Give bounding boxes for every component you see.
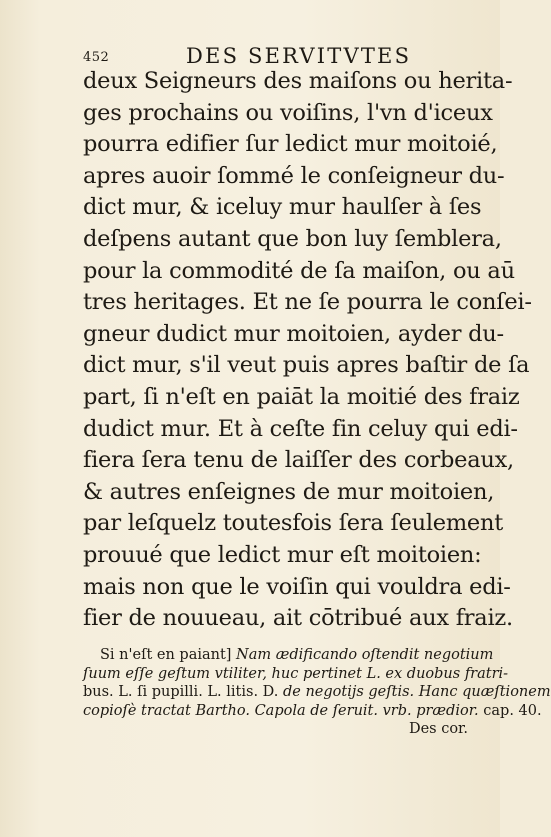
text-line: pourra edifier ſur ledict mur moitoié, xyxy=(83,131,498,158)
text-line: ges prochains ou voiſins, l'vn d'iceux xyxy=(83,99,493,126)
footnote-line xyxy=(83,665,509,684)
text-line: pour la commodité de ſa maiſon, ou aū xyxy=(83,257,515,284)
text-line: gneur dudict mur moitoien, ayder du- xyxy=(83,320,504,347)
text-line: fiera ſera tenu de laiſſer des corbeaux, xyxy=(83,447,514,474)
footnote-line xyxy=(83,702,542,721)
text-line: dudict mur. Et à ceſte fin celuy qui edi- xyxy=(83,415,518,442)
footnote-line xyxy=(83,683,551,702)
text-line: fier de nouueau, ait cōtribué aux fraiz. xyxy=(83,605,513,632)
page-number: 452 xyxy=(83,50,110,65)
footnote-citation: bus. L. ſi pupilli. L. litis. D. xyxy=(83,684,283,701)
body-text xyxy=(83,66,532,635)
text-line: mais non que le voiſin qui vouldra edi- xyxy=(83,573,511,600)
text-line: dict mur, s'il veut puis apres baſtir de ſa xyxy=(83,352,530,379)
footnote-gloss: de negotijs geſtis. Hanc quæſtionem xyxy=(282,684,551,701)
text-line: tres heritages. Et ne ſe pourra le conſei- xyxy=(83,289,532,316)
running-title: DES SERVITVTES xyxy=(186,44,412,68)
footnote-lemma: Si n'eſt en paiant] xyxy=(100,647,232,663)
catchword: Des cor. xyxy=(408,721,468,738)
text-line: deux Seigneurs des maiſons ou herita- xyxy=(83,68,513,94)
footnote-gloss: Nam ædificando oſtendit negotium xyxy=(231,647,494,663)
footnote xyxy=(83,646,551,739)
text-line: apres auoir ſommé le conſeigneur du- xyxy=(83,162,505,189)
text-line: deſpens autant que bon luy ſemblera, xyxy=(83,225,502,252)
text-line: par leſquelz toutesfois ſera ſeulement xyxy=(83,510,504,537)
text-line: dict mur, & iceluy mur haulſer à ſes xyxy=(83,194,482,221)
text-line: & autres enſeignes de mur moitoien, xyxy=(83,478,495,505)
text-line: prouué que ledict mur eſt moitoien: xyxy=(83,541,482,568)
text-line: part, ſi n'eſt en paiāt la moitié des fraiz xyxy=(83,383,520,410)
footnote-line xyxy=(83,646,494,665)
footnote-citation: cap. 40. xyxy=(483,702,542,719)
footnote-gloss: copioſè tractat Bartho. Capola de ſeruit. vrb. prædior. xyxy=(83,702,484,719)
footnote-gloss: ſuum eſſe geſtum vtiliter, huc pertinet L. ex duobus fratri- xyxy=(83,665,509,682)
